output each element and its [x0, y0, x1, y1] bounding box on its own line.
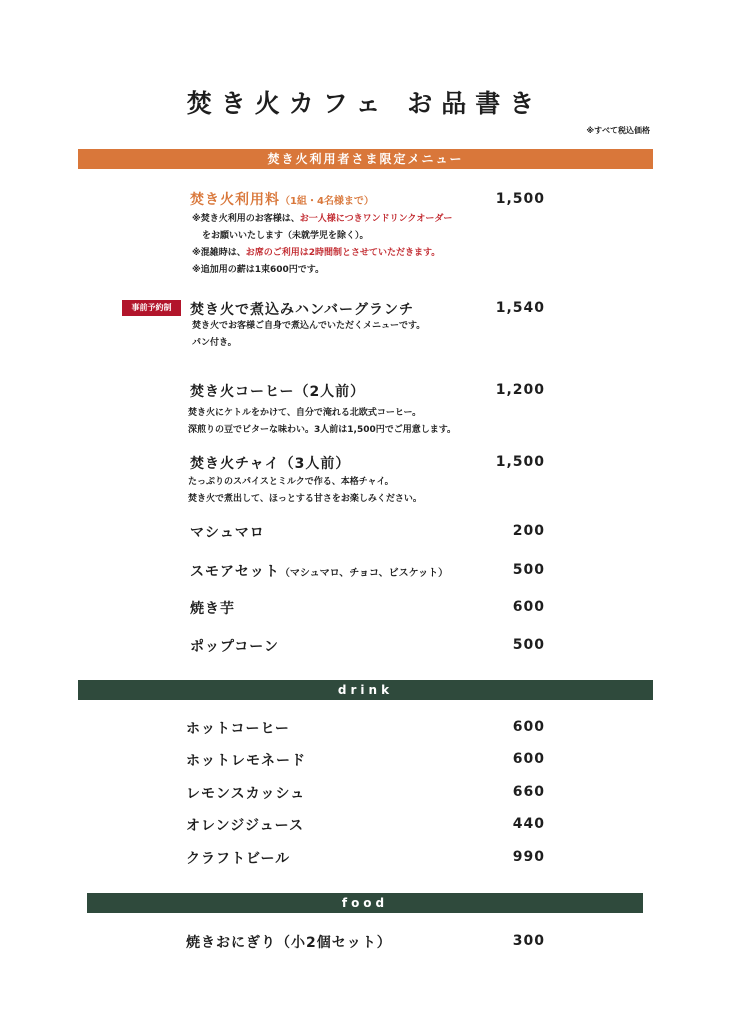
simple-item-sub: （マシュマロ、チョコ、ビスケット）	[279, 568, 449, 579]
drink-item: クラフトビール	[186, 851, 291, 867]
simple-item-title: スモアセット	[190, 564, 280, 580]
fire-fee-note-1a: ※焚き火利用のお客様は、	[192, 214, 300, 224]
coffee-desc-1: 焚き火にケトルをかけて、自分で淹れる北欧式コーヒー。	[188, 408, 422, 418]
fire-fee-notes	[192, 211, 452, 279]
chai-desc-2: 焚き火で煮出して、ほっとする甘さをお楽しみください。	[188, 494, 422, 504]
hamburg-desc-1: 焚き火でお客様ご自身で煮込んでいただくメニューです。	[192, 321, 426, 331]
fire-fee-name	[190, 189, 374, 209]
simple-item: マシュマロ	[190, 525, 265, 541]
fire-fee-note-3b: お席のご利用は2時間制とさせていただきます。	[245, 248, 441, 258]
coffee-name: 焚き火コーヒー（2人前）	[190, 384, 366, 400]
section-food-header: food	[87, 893, 643, 913]
food-price: 300	[512, 933, 545, 949]
tax-note: ※すべて税込価格	[586, 126, 650, 135]
coffee-price: 1,200	[495, 382, 545, 398]
fire-fee-sub: （1組・4名様まで）	[280, 196, 374, 207]
chai-desc	[188, 474, 422, 508]
hamburg-desc-2: パン付き。	[192, 338, 237, 348]
simple-item: 焼き芋	[190, 601, 235, 617]
fire-fee-note-3a: ※混雑時は、	[192, 248, 246, 258]
drink-item: ホットレモネード	[186, 753, 306, 769]
drink-item: レモンスカッシュ	[186, 786, 306, 802]
hamburg-price: 1,540	[495, 300, 545, 316]
fire-fee-note-4: ※追加用の薪は1束600円です。	[192, 265, 325, 275]
hamburg-name: 焚き火で煮込みハンバーグランチ	[190, 302, 415, 318]
fire-fee-note-1b: お一人様につきワンドリンクオーダー	[299, 214, 453, 224]
reservation-badge: 事前予約制	[122, 300, 181, 316]
simple-item	[190, 561, 448, 581]
drink-price: 990	[512, 849, 545, 865]
drink-price: 440	[512, 816, 545, 832]
food-item: 焼きおにぎり（小2個セット）	[186, 935, 392, 951]
simple-item-price: 500	[512, 562, 545, 578]
drink-price: 660	[512, 784, 545, 800]
hamburg-desc	[192, 318, 425, 352]
chai-price: 1,500	[495, 454, 545, 470]
fire-fee-note-3	[192, 245, 452, 262]
fire-fee-title: 焚き火利用料	[190, 192, 280, 208]
page-title: 焚き火カフェ お品書き	[186, 89, 544, 118]
drink-price: 600	[512, 719, 545, 735]
drink-price: 600	[512, 751, 545, 767]
drink-item: ホットコーヒー	[186, 721, 290, 737]
simple-item: ポップコーン	[190, 639, 280, 655]
fire-fee-price: 1,500	[495, 191, 545, 207]
fire-fee-note-1	[192, 211, 452, 228]
section-limited-header: 焚き火利用者さま限定メニュー	[78, 149, 653, 169]
chai-name: 焚き火チャイ（3人前）	[190, 456, 351, 472]
section-drink-header: drink	[78, 680, 653, 700]
simple-item-price: 200	[512, 523, 545, 539]
fire-fee-note-2: をお願いいたします（未就学児を除く）。	[202, 231, 369, 241]
coffee-desc-2: 深煎りの豆でビターな味わい。3人前は1,500円でご用意します。	[188, 425, 457, 435]
chai-desc-1: たっぷりのスパイスとミルクで作る、本格チャイ。	[188, 477, 394, 487]
simple-item-price: 500	[512, 637, 545, 653]
drink-item: オレンジジュース	[186, 818, 304, 834]
coffee-desc	[188, 405, 456, 439]
simple-item-price: 600	[512, 599, 545, 615]
